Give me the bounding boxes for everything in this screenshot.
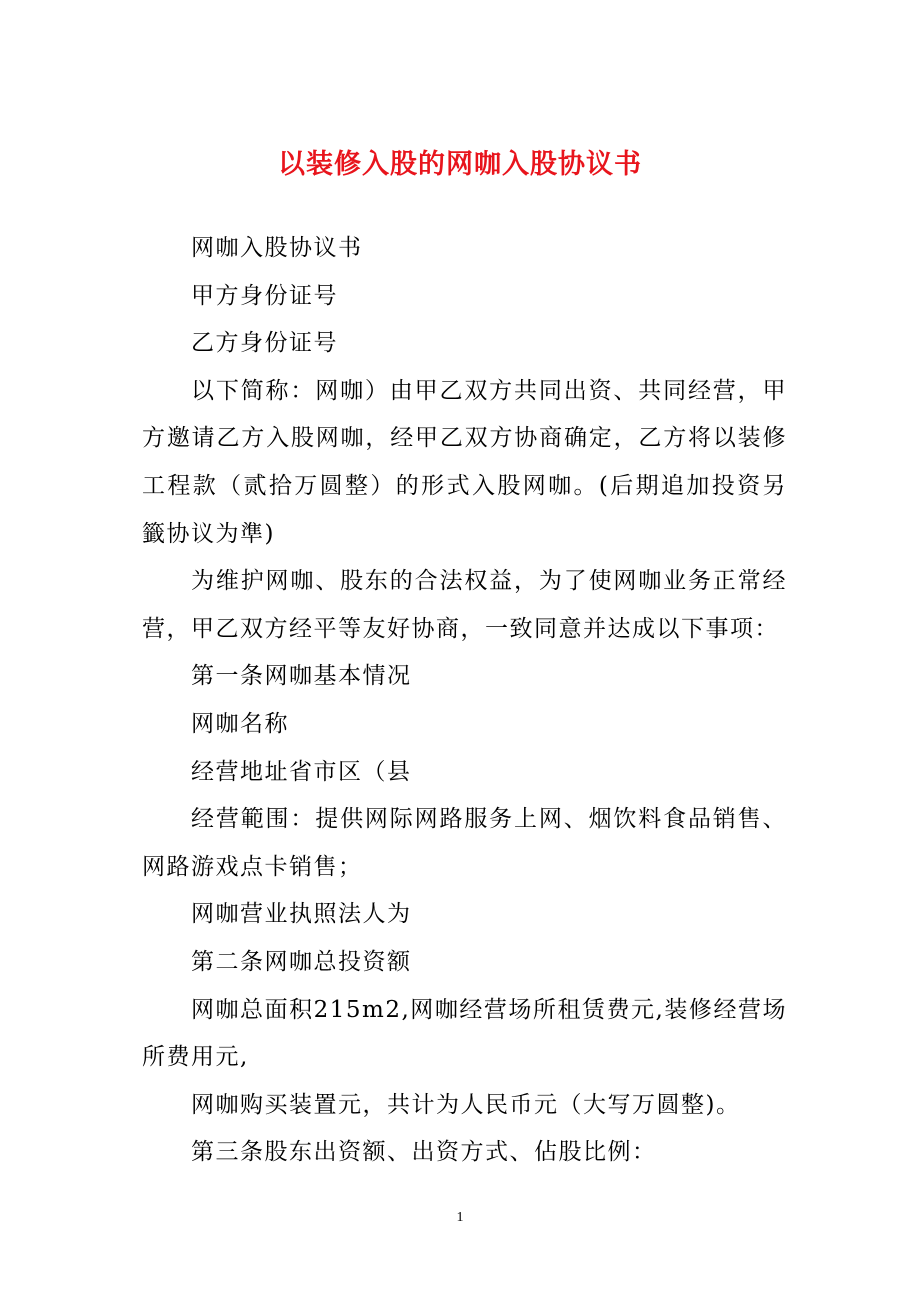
paragraph-article-3: 第三条股东出资额、出资方式、佔股比例：	[191, 1139, 657, 1166]
paragraph-party-a-id: 甲方身份证号	[191, 282, 338, 309]
paragraph-legal-person: 网咖营业执照法人为	[191, 901, 412, 928]
paragraph-intro: 以下简称：网咖）由甲乙双方共同出资、共同经营，甲方邀请乙方入股网咖，经甲乙双方协商确定，乙方将以装修工程款（贰拾万圆整）的形式入股网咖。(后期追加投资另籤协议为準)	[142, 377, 787, 547]
document-body	[142, 225, 787, 1177]
paragraph-purpose: 为维护网咖、股东的合法权益，为了使网咖业务正常经营，甲乙双方经平等友好协商，一致同意并达成以下事项：	[142, 568, 787, 642]
document-title: 以装修入股的网咖入股协议书	[278, 149, 642, 180]
paragraph-address: 经营地址省市区（县	[191, 758, 412, 785]
paragraph-party-b-id: 乙方身份证号	[191, 330, 338, 357]
page-number: 1	[456, 1210, 464, 1225]
paragraph-business-scope: 经营範围：提供网际网路服务上网、烟饮料食品销售、网路游戏点卡销售；	[142, 806, 787, 880]
paragraph-cafe-name: 网咖名称	[191, 710, 289, 737]
paragraph-equipment-total: 网咖购买装置元，共计为人民币元（大写万圆整)。	[191, 1091, 741, 1118]
paragraph-area-costs: 网咖总面积215m2,网咖经营场所租赁费元,装修经营场所费用元,	[142, 996, 787, 1071]
paragraph-article-1: 第一条网咖基本情况	[191, 663, 412, 690]
paragraph-article-2: 第二条网咖总投资额	[191, 948, 412, 975]
paragraph-agreement-heading: 网咖入股协议书	[191, 235, 363, 261]
